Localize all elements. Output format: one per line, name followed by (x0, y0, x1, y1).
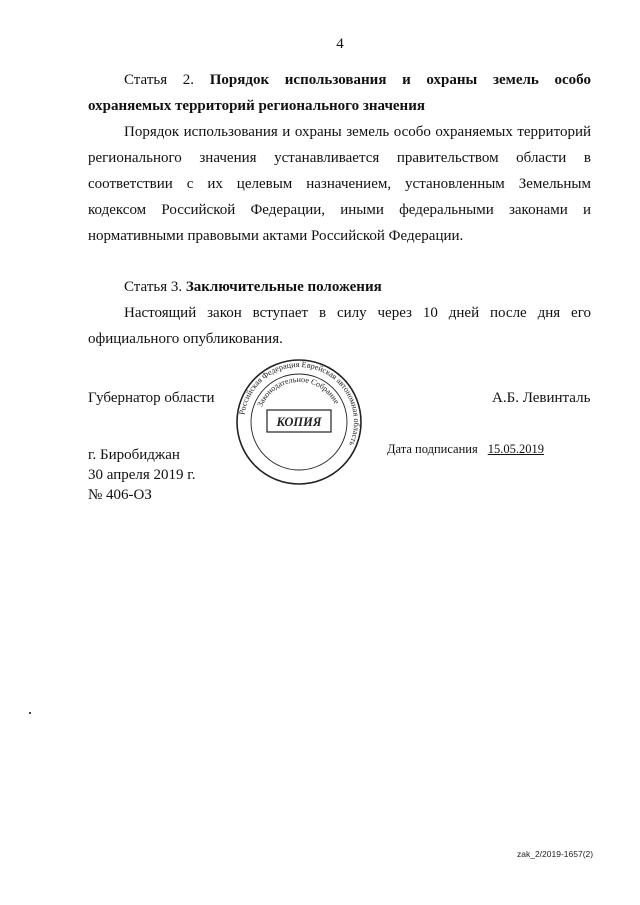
article-2-label: Статья 2. (124, 72, 195, 88)
document-code: zak_2/2019-1657(2) (517, 849, 594, 859)
governor-title: Губернатор области (88, 390, 215, 406)
article-3-text: Настоящий закон вступает в силу через 10 дней после дня его официального опубликования. (88, 305, 591, 347)
seal-outer-text: Российская Федерация Еврейская автономная область (237, 359, 362, 448)
seal-inner-text: Законодательное Собрание (255, 374, 342, 409)
article-3-title: Заключительные положения (185, 279, 382, 295)
page-number: 4 (336, 36, 344, 52)
article-2-text: Порядок использования и охраны земель особо охраняемых территорий регионального значения устанавливается правительством области в соответствии с их целевым назначением, установленным Земельным кодексом Российской Федерации, иными федеральными законами и нормативными правовыми актами Российской Федерации. (88, 124, 591, 244)
governor-name: А.Б. Левинталь (492, 390, 591, 406)
place-city: г. Биробиджан (88, 447, 180, 463)
margin-dot (29, 712, 31, 714)
adoption-date: 30 апреля 2019 г. (88, 467, 196, 483)
official-seal (234, 357, 364, 487)
article-3-heading (88, 274, 591, 300)
signing-date-label: Дата подписания (387, 442, 478, 456)
law-number: № 406-ОЗ (88, 487, 152, 503)
article-3-label: Статья 3. (124, 279, 183, 295)
article-2-heading (88, 67, 591, 119)
place-and-date-block (88, 445, 196, 505)
article-2-title: Порядок использования и охраны земель особо охраняемых территорий регионального значения (88, 72, 591, 114)
seal-copy-label: КОПИЯ (276, 415, 322, 429)
signing-date-block (387, 440, 544, 458)
signing-date-value: 15.05.2019 (487, 442, 544, 456)
